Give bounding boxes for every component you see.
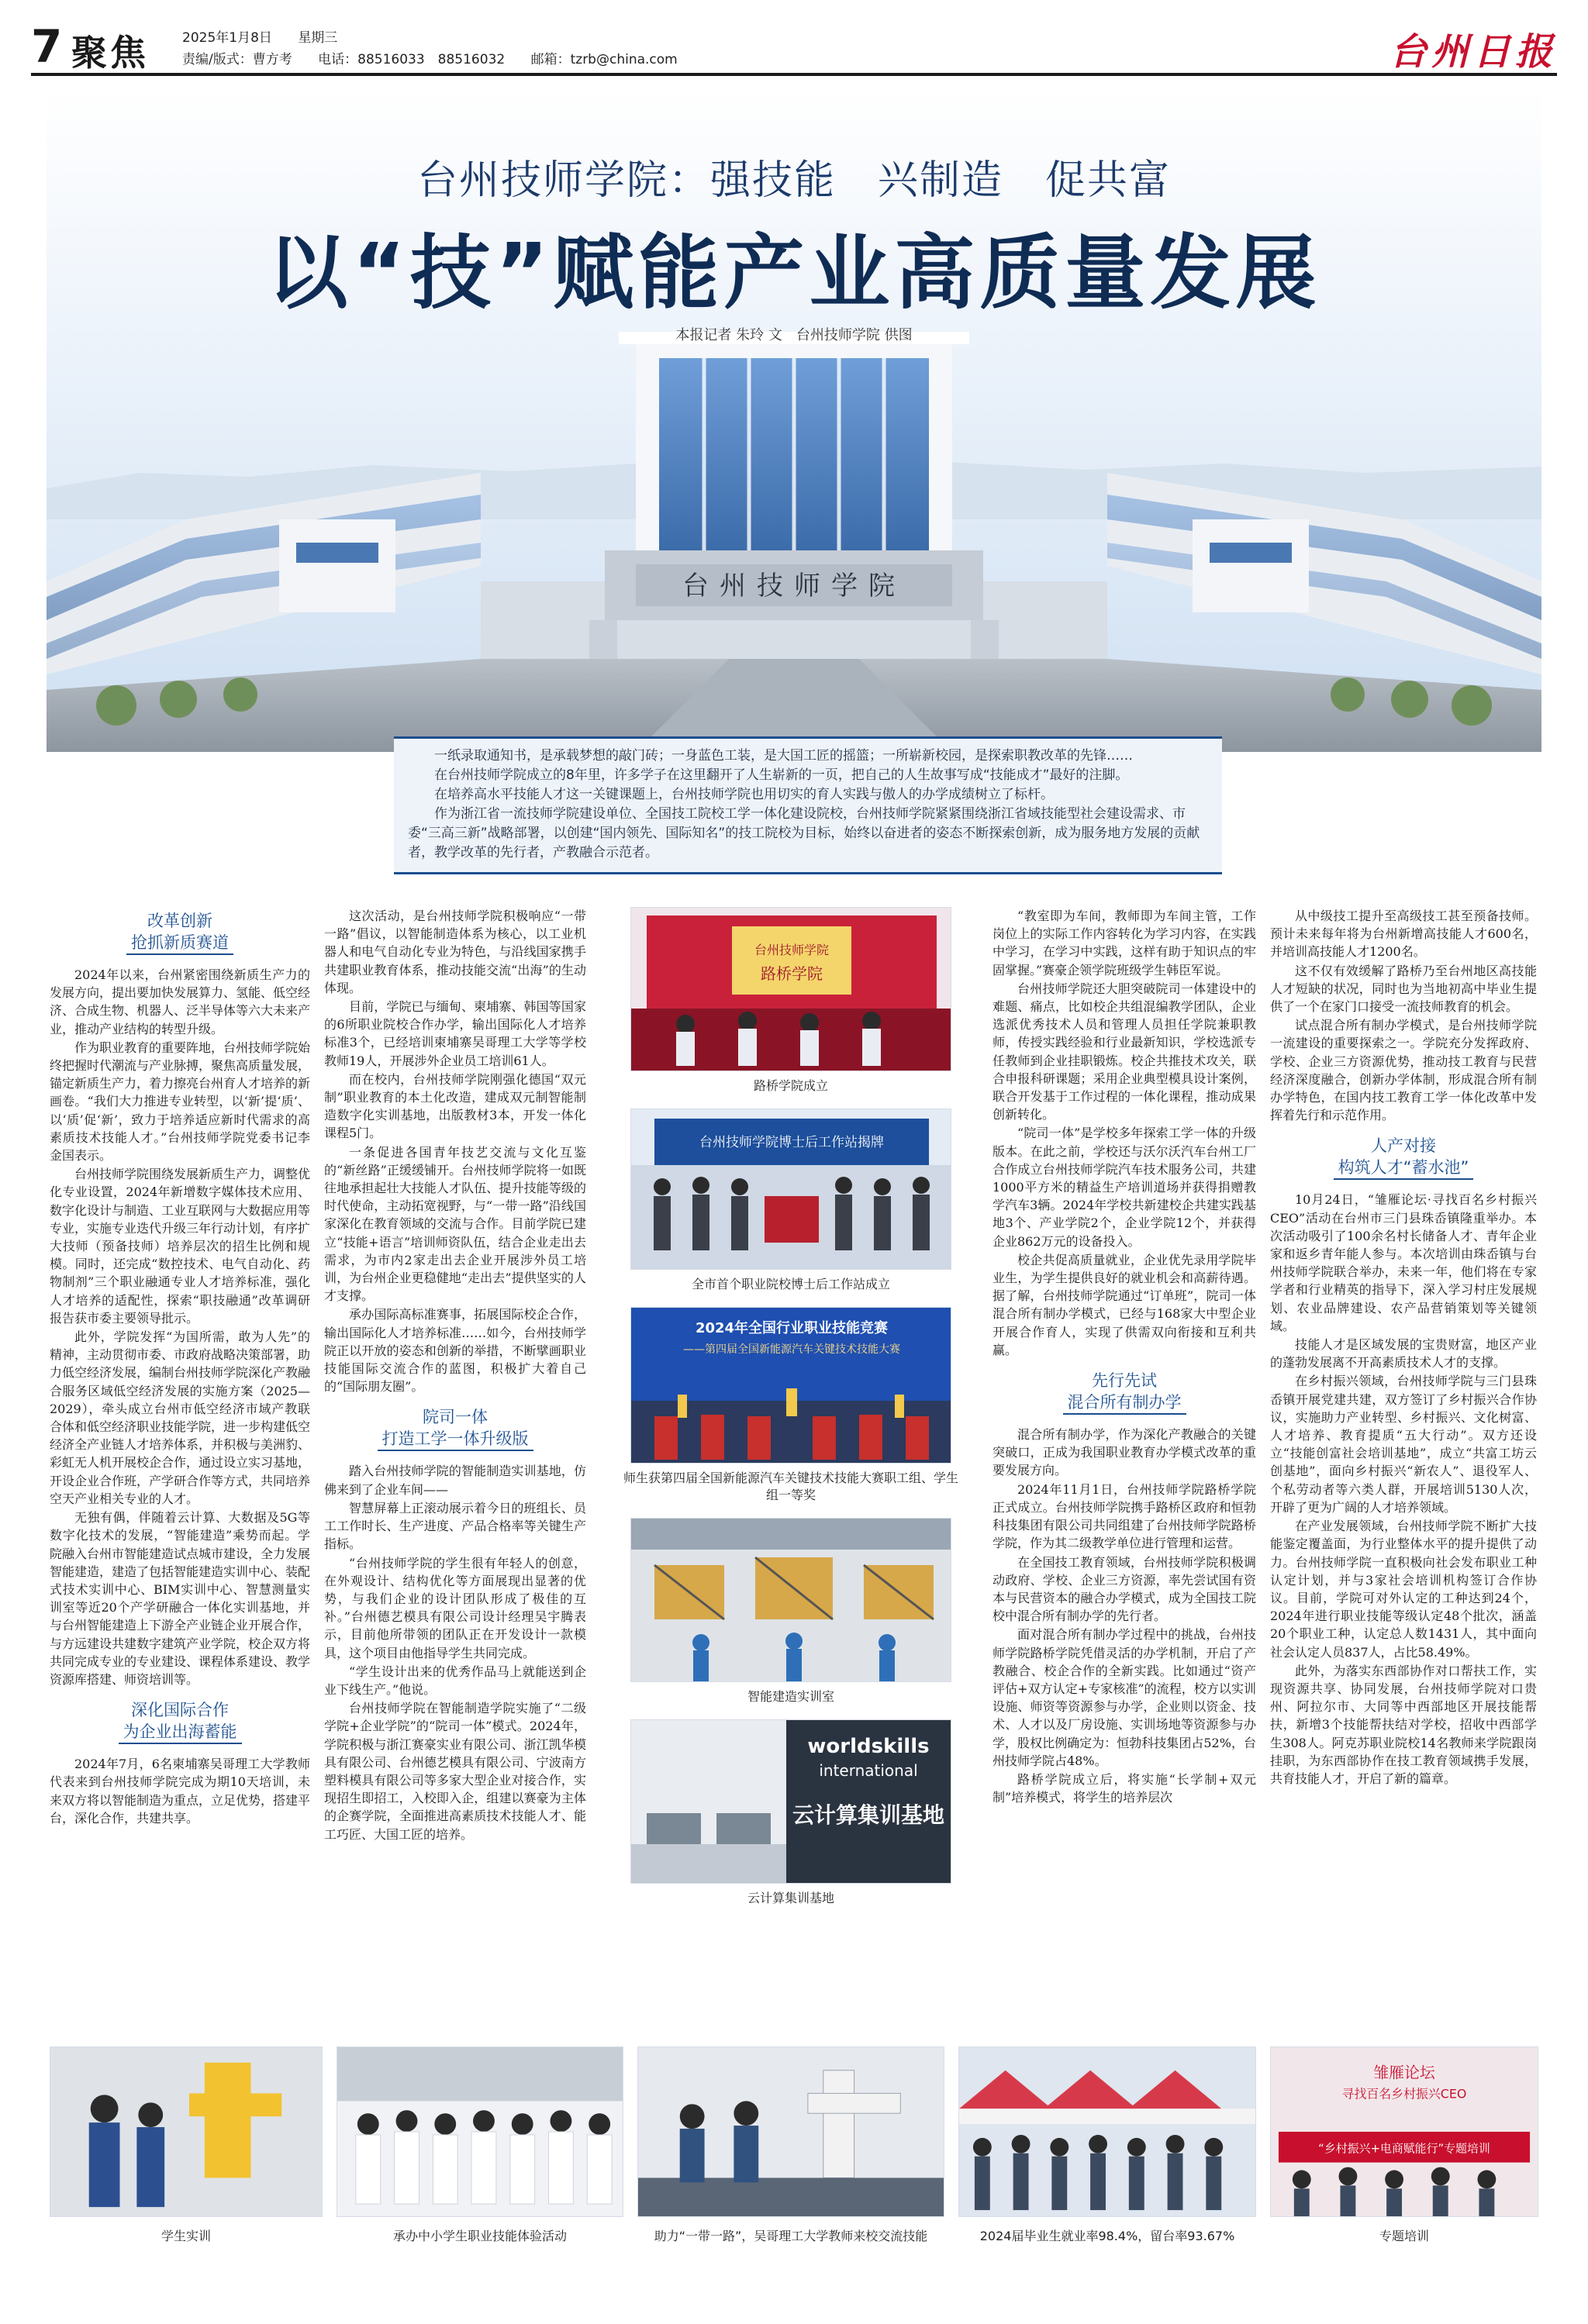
photo-banner-text: 台州技师学院 (754, 943, 830, 957)
body-paragraph: 在乡村振兴领域，台州技师学院与三门县珠岙镇开展党建共建，双方签订了乡村振兴合作协议，实施助力产业转型、乡村振兴、文化树富、人才培养、教育提质“五大行动”。双方还设立“技能创富社会培训基地”，成立“共富工坊云创基地”，面向乡村振兴“新农人”、退役军人、个私劳动者等六类人群，开展培训5130人次，开辟了更为广阔的人才培养领域。 (1270, 1374, 1537, 1515)
body-paragraph: 这不仅有效缓解了路桥乃至台州地区高技能人才短缺的状况，同时也为当地初高中毕业生提供了一个在家门口接受一流技师教育的机会。 (1270, 963, 1537, 1015)
body-paragraph: 踏入台州技师学院的智能制造实训基地，仿佛来到了企业车间—— (324, 1464, 586, 1497)
photo-postdoc-station (630, 1109, 951, 1270)
photo-caption: 师生获第四届全国新能源汽车关键技术技能大赛职工组、学生组一等奖 (623, 1471, 958, 1502)
masthead (31, 22, 1557, 76)
body-paragraph: 一条促进各国青年技艺交流与文化互鉴的“新丝路”正缓缓铺开。台州技师学院将一如既往地承担起壮大技能人才队伍、提升技能等级的时代使命，主动拓宽视野，与“一带一路”沿线国家深化在教育领域的交流与合作。目前学院已建立“技能+语言”培训师资队伍，结合企业走出去需求，为市内2家走出去企业开展涉外员工培训，为台州企业更稳健地“走出去”提供坚实的人才支撑。 (324, 1144, 586, 1304)
body-paragraph: “台州技师学院的学生很有年轻人的创意，在外观设计、结构优化等方面展现出显著的优势，与我们企业的设计团队形成了极佳的互补。”台州德艺模具有限公司设计经理吴宇腾表示，目前他所带领的团队正在开发设计一款模具，这个项目由他指导学生共同完成。 (324, 1555, 586, 1660)
contact-line (182, 48, 699, 67)
body-paragraph: 校企共促高质量就业，企业优先录用学院毕业生，为学生提供良好的就业机会和高薪待遇。据了解，台州技师学院通过“订单班”，院司一体混合所有制办学模式，已经与168家大中型企业开展合作育人，实现了供需双向衔接和互利共赢。 (992, 1252, 1256, 1357)
body-paragraph: 2024年11月1日，台州技师学院路桥学院正式成立。台州技师学院携手路桥区政府和恒勃科技集团有限公司共同组建了台州技师学院路桥学院，作为其二级教学单位进行管理和运营。 (992, 1481, 1256, 1551)
body-paragraph: 承办国际高标准赛事，拓展国际校企合作，输出国际化人才培养标准……如今，台州技师学院正以开放的姿态和创新的举措，不断擘画职业技能国际交流合作的蓝图，积极扩大着自己的“国际朋友圈”。 (324, 1307, 586, 1395)
section-heading-integration (324, 1406, 586, 1451)
strip-caption: 助力“一带一路”，吴哥理工大学教师来校交流技能 (654, 2229, 928, 2243)
strip-banner-text: “乡村振兴+电商赋能行”专题培训 (1318, 2141, 1490, 2156)
photo-caption: 全市首个职业院校博士后工作站成立 (691, 1277, 890, 1291)
photo-caption: 智能建造实训室 (747, 1689, 834, 1704)
photo-smart-construction-lab (630, 1518, 951, 1682)
article-headline: 以“技”赋能产业高质量发展 (267, 226, 1321, 320)
strip-photo-student-training (50, 2046, 323, 2217)
body-paragraph: 智慧屏幕上正滚动展示着今日的班组长、员工工作时长、生产进度、产品合格率等关键生产指标。 (324, 1500, 586, 1552)
section-heading-line-1: 改革创新 (147, 912, 212, 930)
body-paragraph: 此外，为落实东西部协作对口帮扶工作，实现资源共享、协同发展，台州技师学院对口贵州、阿拉尔市、大同等中西部地区开展技能帮扶，新增3个技能帮扶结对学校，招收中西部学生308人。阿克苏职业院校14名教师来学院跟岗挂职，为东西部协作在技工教育领域携手发展，共育技能人才，开启了新的篇章。 (1270, 1663, 1537, 1786)
text-column-5 (1270, 907, 1537, 2031)
issue-date: 2025年1月8日 (182, 30, 272, 46)
strip-photo-job-fair (958, 2046, 1256, 2217)
section-heading-line-2: 为企业出海蓄能 (119, 1721, 242, 1744)
strip-photo-youth-experience (337, 2046, 623, 2217)
strip-caption: 专题培训 (1379, 2229, 1429, 2243)
section-heading-line-2: 打造工学一体升级版 (378, 1428, 533, 1451)
section-heading-talent-pool (1270, 1135, 1537, 1180)
photo-column (620, 907, 961, 1921)
issue-date-line (182, 26, 359, 46)
photo-banner-subtext: 路桥学院 (761, 964, 823, 983)
photo-cloud-computing-base (630, 1719, 951, 1884)
strip-photo-belt-and-road (637, 2046, 944, 2217)
section-heading-international (50, 1699, 310, 1744)
phone-numbers: 电话：88516033 88516032 (318, 52, 506, 67)
section-heading-line-2: 构筑人才“蓄水池” (1334, 1157, 1474, 1180)
body-paragraph: 在产业发展领域，台州技师学院不断扩大技能鉴定覆盖面，为行业整体水平的提升提供了动力。台州技师学院一直积极向社会发布职业工种认定计划，并与3家社会培训机构签订合作协议。目前，学院可对外认定的工种达到24个，2024年进行职业技能等级认定48个批次，涵盖20个职业工种，认定总人数1431人，其中面向社会认定人员837人，占比58.49%。 (1270, 1519, 1537, 1660)
body-paragraph: 混合所有制办学，作为深化产教融合的关键突破口，正成为我国职业教育办学模式改革的重要发展方向。 (992, 1427, 1256, 1478)
photo-caption: 云计算集训基地 (747, 1891, 834, 1905)
photo-banner-subtext: ——第四届全国新能源汽车关键技术技能大赛 (683, 1343, 900, 1356)
strip-caption: 学生实训 (161, 2229, 211, 2243)
photo-wall-text: worldskills (807, 1735, 930, 1758)
body-paragraph: 作为职业教育的重要阵地，台州技师学院始终把握时代潮流与产业脉搏，聚焦高质量发展，锚定新质生产力，着力擦亮台州育人才培养的新画卷。“我们大力推进专业转型，以‘新’提‘质’、以‘质’促‘新’，致力于培养适应新时代需求的高素质技术技能人才。”台州技师学院党委书记李金国表示。 (50, 1040, 310, 1164)
intro-paragraph: 作为浙江省一流技师学院建设单位、全国技工院校工学一体化建设院校，台州技师学院紧紧围绕浙江省域技能型社会建设需求、市委“三高三新”战略部署，以创建“国内领先、国际知名”的技工院校为目标，始终以奋进者的姿态不断探索创新，成为服务地方发展的贡献者，教学改革的先行者，产教融合示范者。 (408, 806, 1200, 860)
section-heading-line-1: 院司一体 (423, 1408, 488, 1427)
newspaper-logo: 台州日报 (1389, 30, 1557, 74)
section-heading-mixed-ownership (992, 1370, 1256, 1415)
photo-competition-award (630, 1307, 951, 1464)
body-paragraph: 从中级技工提升至高级技工甚至预备技师。预计未来每年将为台州新增高技能人才600名，并培训高技能人才1200名。 (1270, 909, 1537, 960)
body-paragraph: 面对混合所有制办学过程中的挑战，台州技师学院路桥学院凭借灵活的办学机制，开启了产教融合、校企合作的全新实践。比如通过“资产评估+双方认定+专家核准”的流程，校方以实训设施、师资等资源参与办学，企业则以资金、技术、人才以及厂房设施、实训场地等资源参与办学，股权比例确定为：恒勃科技集团占52%，台州技师学院占48%。 (992, 1627, 1256, 1768)
photo-wall-text: international (819, 1761, 918, 1780)
section-heading-line-1: 先行先试 (1092, 1371, 1157, 1391)
section-heading-reform (50, 910, 310, 955)
body-paragraph: “教室即为车间，教师即为车间主管，工作岗位上的实际工作内容转化为学习内容，在实践中学习，在学习中实践，这样有助于知识点的牢固掌握。”赛豪企领学院班级学生韩臣军说。 (992, 909, 1256, 978)
body-paragraph: 技能人才是区域发展的宝贵财富，地区产业的蓬勃发展离不开高素质技术人才的支撑。 (1270, 1337, 1537, 1371)
body-paragraph: 而在校内，台州技师学院刚强化德国“双元制”职业教育的本土化改造，建成双元制智能制造数字化实训基地，出版教材3本，开发一体化课程5门。 (324, 1071, 586, 1141)
strip-photo-special-training (1270, 2046, 1538, 2217)
photo-banner-text: 2024年全国行业职业技能竞赛 (695, 1320, 889, 1336)
section-name: 聚焦 (71, 32, 149, 74)
email-address: 邮箱：tzrb@china.com (530, 52, 678, 67)
text-column-1 (50, 907, 310, 2031)
editor-credit: 责编/版式：曹方考 (182, 52, 292, 67)
issue-weekday: 星期三 (298, 30, 338, 46)
intro-paragraph: 在培养高水平技能人才这一关键课题上，台州技师学院也用切实的育人实践与傲人的办学成绩树立了标杆。 (434, 787, 1054, 802)
body-paragraph: “学生设计出来的优秀作品马上就能送到企业下线生产。”他说。 (324, 1664, 586, 1697)
intro-paragraph: 一纸录取通知书，是承载梦想的敲门砖；一身蓝色工装，是大国工匠的摇篮；一所崭新校园，是探索职教改革的先锋…… (434, 748, 1133, 764)
strip-banner-text: 寻找百名乡村振兴CEO (1341, 2086, 1467, 2102)
section-heading-line-2: 抢抓新质赛道 (126, 932, 233, 955)
body-paragraph: “院司一体”是学校多年探索工学一体的升级版本。在此之前，学校还与沃尔沃汽车台州工厂合作成立台州技师学院汽车技术服务公司，共建1000平方米的精益生产培训道场并获得捐赠教学汽车3辆。2024年学校共新建校企共建实践基地3个、产业学院2个，企业学院12个，并获得企业862万元的设备投入。 (992, 1126, 1256, 1249)
section-heading-line-2: 混合所有制办学 (1063, 1391, 1186, 1415)
gate-sign-text: 台州技师学院 (682, 571, 906, 602)
article-subtitle: 台州技师学院：强技能 兴制造 促共富 (416, 157, 1171, 204)
body-paragraph: 无独有偶，伴随着云计算、大数据及5G等数字化技术的发展，“智能建造”乘势而起。学院融入台州市智能建造试点城市建设，全力发展智能建造，建造了包括智能建造实训中心、装配式技术实训中心、BIM实训中心、智慧测量实训室等近20个产学研融合一体化实训基地，并与台州智能建造上下游全产业链企业开展合作，与方远建设共建数字建筑产业学院，校企双方将共同完成专业的专业建设、课程体系建设、教学资源库搭建、师资培训等。 (50, 1510, 310, 1687)
body-paragraph: 台州技师学院在智能制造学院实施了“二级学院+企业学院”的“院司一体”模式。2024年，学院积极与浙江赛豪实业有限公司、浙江凯华模具有限公司、台州德艺模具有限公司、宁波南方塑料模具有限公司等多家大型企业对接合作，实现招生即招工，入校即入企，组建以赛豪为主体的企赛学院，全面推进高素质技术技能人才、能工巧匠、大国工匠的培养。 (324, 1701, 586, 1842)
article-byline: 本报记者 朱玲 文 台州技师学院 供图 (675, 327, 913, 343)
text-column-4 (992, 907, 1256, 2031)
page-number: 7 (31, 20, 63, 73)
body-paragraph: 此外，学院发挥“为国所需，敢为人先”的精神，主动贯彻市委、市政府战略决策部署，助力低空经济发展，编制台州技师学院深化产教融合服务区域低空经济发展的实施方案（2025—2029），牵头成立台州市低空经济市域产教联合体和低空经济职业技能学院，进一步构建低空经济全产业链人才培养体系，并积极与美洲豹、彩虹无人机开展校企合作，通过设立实习基地，开设企业合作班，产学研合作等方式，共同培养空天产业相关专业的人才。 (50, 1329, 310, 1506)
body-paragraph: 目前，学院已与缅甸、柬埔寨、韩国等国家的6所职业院校合作办学，输出国际化人才培养标准3个，已经培训柬埔寨吴哥理工大学等学校教师19人，开展涉外企业员工培训61人。 (324, 999, 586, 1068)
body-paragraph: 在全国技工教育领域，台州技师学院积极调动政府、学校、企业三方资源，率先尝试国有资本与民营资本的融合办学模式，成为全国技工院校中混合所有制办学的先行者。 (992, 1554, 1256, 1624)
section-heading-line-1: 深化国际合作 (131, 1701, 229, 1720)
strip-caption: 承办中小学生职业技能体验活动 (392, 2229, 567, 2243)
intro-paragraph: 在台州技师学院成立的8年里，许多学子在这里翻开了人生崭新的一页，把自己的人生故事写成“技能成才”最好的注脚。 (434, 767, 1129, 783)
text-column-2 (324, 907, 586, 2031)
photo-caption: 路桥学院成立 (753, 1078, 828, 1093)
section-heading-line-1: 人产对接 (1371, 1136, 1436, 1156)
body-paragraph: 10月24日，“雏雁论坛·寻找百名乡村振兴CEO”活动在台州市三门县珠岙镇隆重举办。本次活动吸引了100余名村长储备人才、青年企业家和返乡青年能人参与。本次培训由珠岙镇与台州技师学院联合举办，未来一年，他们将在专家学者和行业精英的指导下，深入学习村庄发展规划、农业品牌建设、农产品营销策划等关键领域。 (1270, 1192, 1537, 1333)
photo-banner-text: 台州技师学院博士后工作站揭牌 (699, 1135, 884, 1150)
body-paragraph: 2024年以来，台州紧密围绕新质生产力的发展方向，提出要加快发展算力、氢能、低空经济、合成生物、机器人、泛半导体等六大未来产业，推动产业结构的转型升级。 (50, 967, 310, 1036)
photo-luqiao-college (630, 907, 951, 1071)
body-paragraph: 路桥学院成立后，将实施“长学制+双元制”培养模式，将学生的培养层次 (992, 1771, 1256, 1805)
body-paragraph: 2024年7月，6名柬埔寨吴哥理工大学教师代表来到台州技师学院完成为期10天培训，未来双方将以智能制造为重点，立足优势，搭建平台，深化合作，共建共享。 (50, 1757, 310, 1826)
strip-banner-text: 雏雁论坛 (1373, 2064, 1435, 2082)
strip-caption: 2024届毕业生就业率98.4%，留台率93.67% (979, 2229, 1235, 2243)
body-paragraph: 台州技师学院围绕发展新质生产力，调整优化专业设置，2024年新增数字媒体技术应用、数字化设计与制造、工业互联网与大数据应用等专业，实施专业迭代升级三年行动计划，有序扩大技师（预备技师）培养层次的招生比例和规模。同时，还完成“数控技术、电气自动化、药物制剂”三个职业融通专业人才培养标准，强化人才培养的适配性，探索“职技融通”改革调研报告获市委主要领导批示。 (50, 1167, 310, 1326)
body-paragraph: 试点混合所有制办学模式，是台州技师学院一流建设的重要探索之一。学院充分发挥政府、学校、企业三方资源优势，推动技工教育与民营经济深度融合，创新办学体制，形成混合所有制办学特色，在国内技工教育工学一体化改革中发挥着先行和示范作用。 (1270, 1018, 1537, 1123)
photo-wall-text: 云计算集训基地 (792, 1802, 945, 1828)
intro-box (394, 736, 1222, 874)
body-paragraph: 这次活动，是台州技师学院积极响应“一带一路”倡议，以智能制造体系为核心，以工业机器人和电气自动化专业为特色，与沿线国家携手共建职业教育体系，推动技能交流“出海”的生动体现。 (324, 909, 586, 995)
body-paragraph: 台州技师学院还大胆突破院司一体建设中的难题、痛点，比如校企共组混编教学团队，企业选派优秀技术人员和管理人员担任学院兼职教师，传授实践经验和行业最新知识，学校选派专任教师到企业挂职锻炼。校企共推技术攻关，联合申报科研课题；采用企业典型模具设计案例，联合开发基于工作过程的一体化课程，推动成果创新转化。 (992, 981, 1256, 1122)
